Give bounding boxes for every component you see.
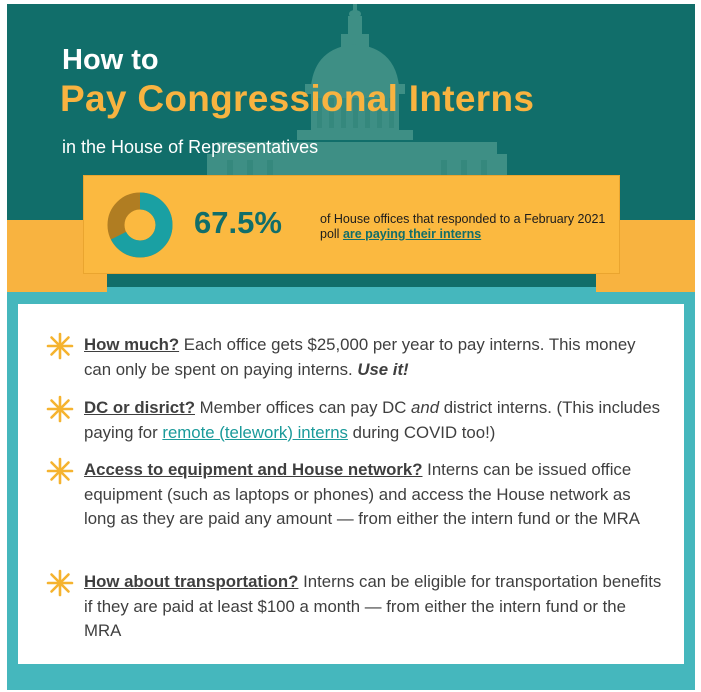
sparkle-star-icon bbox=[46, 457, 74, 485]
item-emphasis: Use it! bbox=[357, 359, 409, 379]
item-body: Member offices can pay DC bbox=[194, 398, 412, 417]
item-text bbox=[84, 458, 664, 532]
item-text bbox=[84, 396, 664, 445]
stat-percent: 67.5% bbox=[194, 205, 282, 240]
stat-description bbox=[320, 212, 620, 242]
item-body-3: during COVID too!) bbox=[347, 422, 496, 442]
stat-banner bbox=[83, 175, 620, 274]
donut-center bbox=[125, 210, 155, 240]
item-italic: and bbox=[411, 398, 440, 417]
item-heading: DC or disrict? bbox=[84, 398, 195, 417]
item-heading: How much? bbox=[84, 335, 180, 354]
item-body: Interns can be issued office equipment (such as laptops or phones) and access the House network as long as they are paid any amount — from either the intern fund or the MRA bbox=[84, 460, 640, 528]
stat-description-text: of House offices that responded to a February 2021 poll bbox=[320, 212, 606, 241]
item-body: Each office gets $25,000 per year to pay interns. This money can only be spent on paying interns. bbox=[84, 335, 636, 379]
paying-interns-link[interactable]: are paying their interns bbox=[342, 227, 482, 241]
subtitle: in the House of Representatives bbox=[62, 137, 319, 157]
donut-chart bbox=[107, 192, 173, 258]
sparkle-star-icon bbox=[46, 569, 74, 597]
infographic-card bbox=[7, 4, 695, 690]
title-line-2: Pay Congressional Interns bbox=[60, 78, 535, 119]
item-heading: How about transportation? bbox=[84, 572, 299, 591]
item-text bbox=[84, 333, 664, 382]
title-line-1: How to bbox=[62, 44, 159, 76]
item-body-2: district interns. (This includes paying for bbox=[84, 398, 661, 442]
item-text bbox=[84, 570, 664, 644]
sparkle-star-icon bbox=[46, 395, 74, 423]
remote-interns-link[interactable]: remote (telework) interns bbox=[162, 422, 348, 442]
item-heading: Access to equipment and House network? bbox=[84, 460, 423, 479]
sparkle-star-icon bbox=[46, 332, 74, 360]
info-panel bbox=[18, 304, 684, 664]
item-body: Interns can be eligible for transportation benefits if they are paid at least $100 a month — from either the intern fund or the MRA bbox=[84, 572, 662, 640]
